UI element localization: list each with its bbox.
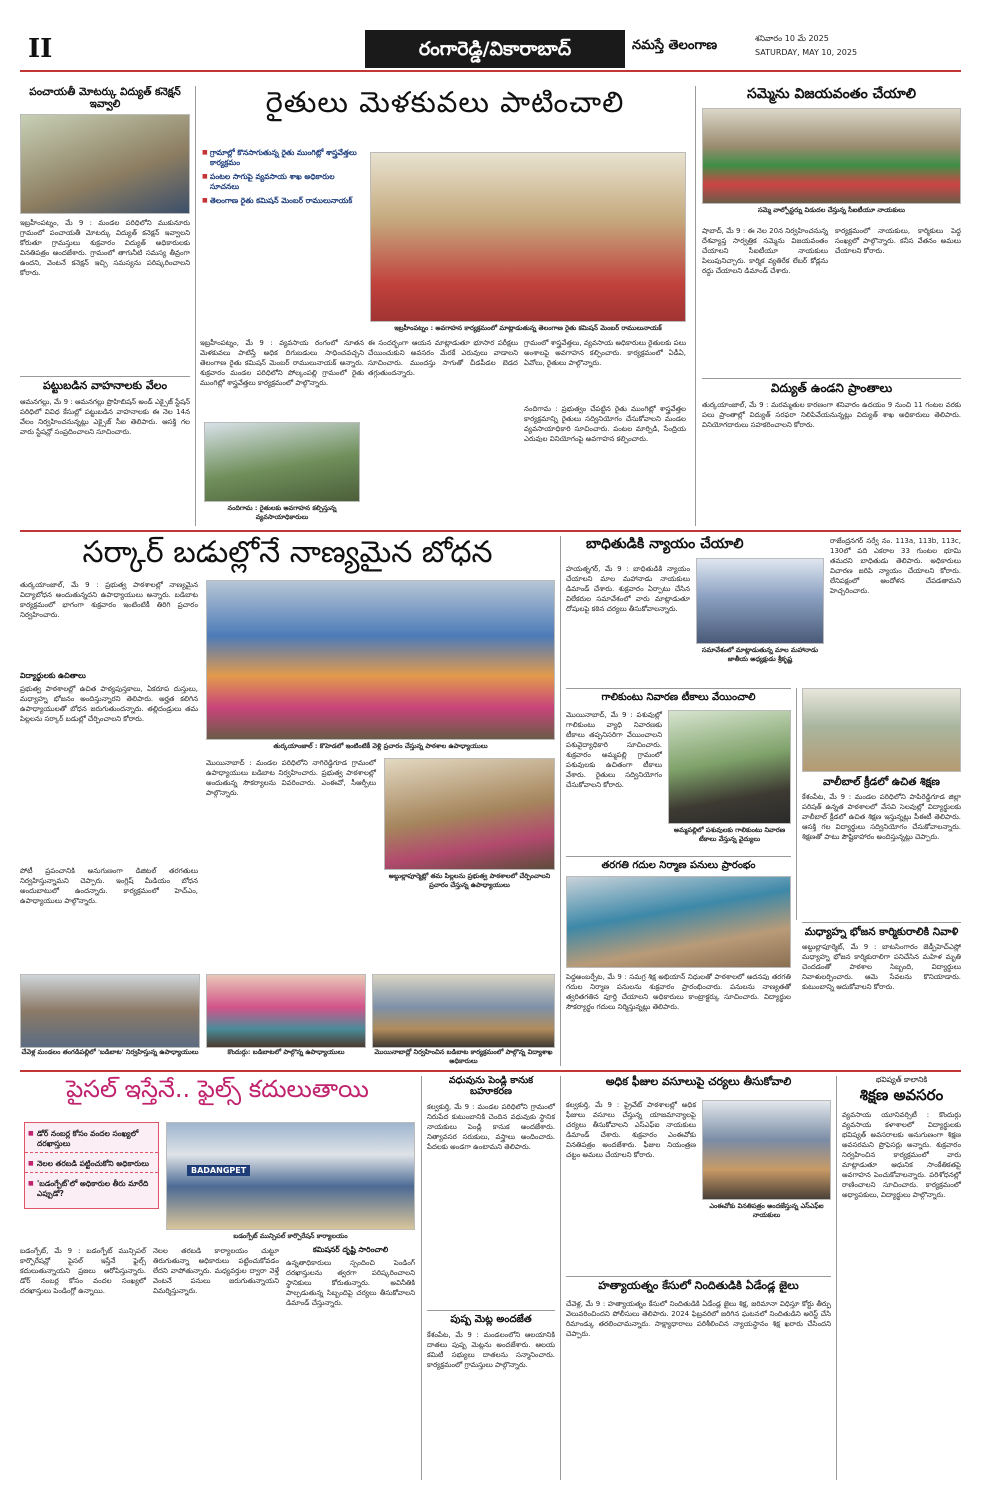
- paper-name: నమస్తే తెలంగాణ: [632, 38, 718, 53]
- story-training: [842, 1075, 964, 1480]
- headline: మధ్యాహ్న భోజన కార్మికురాలికి నివాళి: [804, 926, 959, 938]
- photo-caption: సమావేశంలో మాట్లాడుతున్న మాల మహానాడు జాతీయ అధ్యక్షుడు శ్రీకృష్ణ: [701, 646, 819, 663]
- headline: పుష్ప మెట్ల అందజేత: [450, 1314, 532, 1325]
- news-photo-cattle: [668, 710, 791, 824]
- headline: బాధితుడికి న్యాయం చేయాలి: [586, 536, 744, 552]
- news-photo-protest: [702, 108, 961, 204]
- article-body-4: మొయినాబాద్ : మండల పరిధిలోని నాగిరెడ్డిగూడ గ్రామంలో ఉపాధ్యాయులు బడిబాట నిర్వహించారు. ప్రభుత్వ పాఠశాలల్లో అందుతున్న సౌకర్యాలను వివరించారు. ఎంఈవో, సీఆర్పీలు పాల్గొన్నారు.: [206, 759, 379, 797]
- story-justice: [566, 536, 964, 686]
- section-title: రంగారెడ్డి/వికారాబాద్: [418, 38, 572, 60]
- headline: రైతులు మెళకువలు పాటించాలి: [265, 85, 625, 119]
- page-number: II: [28, 34, 53, 64]
- news-photo-volleyball: [802, 688, 961, 772]
- news-photo-press-meet: [696, 558, 824, 644]
- headline: సర్కార్ బడుల్లోనే నాణ్యమైన బోధన: [82, 535, 493, 570]
- highlight-item: ■ నెలల తరబడి పట్టించుకోని అధికారులు: [25, 1156, 158, 1173]
- article-body: అబ్దుల్లాపూర్మెట్, మే 9 : బాటసింగారం జెడ్పీహెచ్ఎస్లో మధ్యాహ్న భోజన కార్మికురాలిగా పనిచేసిన మహిళ మృతి చెందడంతో పాఠశాల సిబ్బంది, విద్యార్థులు నివాళులర్పించారు. ఆమె సేవలను కొనియాడారు. కుటుంబాన్ని ఆదుకోవాలని కోరారు.: [802, 943, 964, 992]
- article-body-1: తుర్కయాంజాల్, మే 9 : ప్రభుత్వ పాఠశాలల్లో నాణ్యమైన విద్యాబోధన అందుతున్నదని ఉపాధ్యాయులు అన్నారు. బడిబాట కార్యక్రమంలో భాగంగా శుక్రవారం ఇంటింటికీ తిరిగి ప్రచారం నిర్వహించారు.: [20, 581, 201, 619]
- article-body: మొయినాబాద్, మే 9 : పశువుల్లో గాలికుంటు వ్యాధి నివారణకు టీకాలు తప్పనిసరిగా వేయించాలని పశువైద్యాధికారి సూచించారు. శుక్రవారం అమ్మపల్లి గ్రామంలో పశువులకు ఉచితంగా టీకాలు వేశారు. రైతులు సద్వినియోగం చేసుకోవాలని కోరారు.: [566, 711, 665, 789]
- story-power-cut: [702, 381, 964, 526]
- photo-caption: తుర్కయాంజాల్ : కొహెడలో ఇంటింటికీ వెళ్లి ప్రచారం చేస్తున్న పాఠశాల ఉపాధ్యాయులు: [273, 742, 488, 750]
- story-high-fees: [566, 1076, 831, 1274]
- story-jail-sentence: [566, 1279, 834, 1480]
- headline: అధిక ఫీజుల వసూలుపై చర్యలు తీసుకోవాలి: [605, 1075, 792, 1088]
- article-body-1: బడంగ్పేట్, మే 9 : బడంగ్పేట్ మున్సిపల్ కార్పొరేషన్లో పైసల్ ఇస్తేనే ఫైల్స్ కదులుతున్నాయని ప్రజలు ఆరోపిస్తున్నారు. డోర్ నంబర్ల కోసం వందల సంఖ్యలో దరఖాస్తులు పెండింగ్లో ఉన్నాయి.: [20, 1247, 149, 1295]
- photo-caption: చేవెళ్ల మండలం తంగడిపల్లిలో 'బడిబాట' నిర్వహిస్తున్న ఉపాధ్యాయులు: [21, 1048, 199, 1056]
- story-strike: [702, 86, 964, 378]
- story-wedding-gift: [427, 1075, 558, 1306]
- article-body: కల్వకుర్తి, మే 9 : ప్రైవేట్ పాఠశాలల్లో అధిక ఫీజులు వసూలు చేస్తున్న యాజమాన్యాలపై చర్యలు తీసుకోవాలని ఎస్ఎఫ్ఐ నాయకులు డిమాండ్ చేశారు. శుక్రవారం ఎంఈవోకు వినతిపత్రం అందజేశారు. ఫీజుల నియంత్రణ చట్టం అమలు చేయాలని కోరారు.: [566, 1101, 699, 1159]
- highlight-item: ■ 'బడంగ్పేట్'లో అధికారుల తీరు మారేది ఎప్పుడో?: [25, 1176, 158, 1202]
- photo-caption: అబ్దుల్లాపూర్మెట్లో తమ పిల్లలను ప్రభుత్వ పాఠశాలలో చేర్పించాలని ప్రచారం చేస్తున్న ఉపాధ్యాయులు: [388, 872, 551, 889]
- article-body-3: పోటీ ప్రపంచానికి అనుగుణంగా డిజిటల్ తరగతులు నిర్వహిస్తున్నామని చెప్పారు. ఇంగ్లిష్ మీడియం బోధన అందుబాటులో ఉందన్నారు. కార్యక్రమంలో హెచ్ఎం, ఉపాధ్యాయులు పాల్గొన్నారు.: [20, 867, 201, 905]
- photo-caption: ఇబ్రహీంపట్నం : అవగాహన కార్యక్రమంలో మాట్లాడుతున్న తెలంగాణ రైతు కమిషన్ మెంబర్ రాములునాయక్: [394, 324, 662, 332]
- article-body: ఇబ్రహీంపట్నం, మే 9 : మండల పరిధిలోని ముకునూరు గ్రామంలో పంచాయతీ మోటర్కు విద్యుత్ కనెక్షన్ ఇవ్వాలని కోరుతూ గ్రామస్తులు శుక్రవారం విద్యుత్ అధికారులకు వినతిపత్రం అందజేశారు. గ్రామంలో తాగునీటి సమస్య తీవ్రంగా ఉందని, వెంటనే కనెక్షన్ ఇచ్చి సమస్యను పరిష్కరించాలని కోరారు.: [20, 219, 193, 278]
- headline: గాలికుంటు నివారణ టీకాలు వేయించాలి: [601, 692, 756, 703]
- headline: విద్యుత్ ఉండని ప్రాంతాలు: [770, 381, 893, 395]
- news-photo-moinabad: [372, 974, 555, 1048]
- article-body: చేవెళ్ల, మే 9 : హత్యాయత్నం కేసులో నిందితుడికి ఏడేండ్ల జైలు శిక్ష, జరిమానా విధిస్తూ కోర్టు తీర్పు వెలువరించిందని పోలీసులు తెలిపారు. 2024 ఫిబ్రవరిలో జరిగిన ఘటనలో నిందితుడిని అరెస్ట్ చేసి రిమాండ్కు తరలించామన్నారు. సాక్ష్యాధారాలు పరిశీలించిన న్యాయస్థానం శిక్ష ఖరారు చేసిందని చెప్పారు.: [566, 1299, 834, 1338]
- news-photo-field: [204, 422, 360, 502]
- highlight-item: ■ తెలంగాణ రైతు కమిషన్ మెంబర్ రాములునాయక్: [202, 196, 362, 206]
- highlights: [202, 148, 362, 210]
- headline: హత్యాయత్నం కేసులో నిందితుడికి ఏడేండ్ల జైలు: [598, 1279, 799, 1292]
- photo-caption: అమ్మపల్లిలో పశువులకు గాలికుంటు నివారణ టీకాలు వేస్తున్న వైద్యులు: [673, 826, 786, 843]
- photo-caption: కొందుర్గు: బడిబాటలో పాల్గొన్న ఉపాధ్యాయులు: [227, 1048, 345, 1056]
- photo-caption: బడంగ్పేట్ మున్సిపల్ కార్పొరేషన్ కార్యాలయం: [233, 1232, 348, 1240]
- headline: శిక్షణ అవసరం: [859, 1085, 944, 1104]
- article-body-2: ప్రభుత్వ పాఠశాలల్లో ఉచిత పాఠ్యపుస్తకాలు, ఏకరూప దుస్తులు, మధ్యాహ్న భోజనం అందిస్తున్నారని తెలిపారు. అర్హత కలిగిన ఉపాధ్యాయులతో బోధన జరుగుతుందన్నారు. తల్లిదండ్రులు తమ పిల్లలను సర్కార్ బడుల్లో చేర్పించాలని కోరారు.: [20, 685, 201, 723]
- story-farmers: [200, 86, 690, 526]
- article-body-2: కార్యక్రమంలో నాయకులు, కార్మికులు పెద్ద సంఖ్యలో పాల్గొన్నారు. కనీస వేతనం అమలు చేయాలని కోరారు.: [835, 227, 964, 255]
- headline: పంచాయతీ మోటర్కు విద్యుత్ కనెక్షన్ ఇవ్వాలి: [29, 86, 181, 111]
- subhead: కమిషనర్ దృష్టి సారించాలి: [312, 1245, 389, 1254]
- article-body: వ్యవసాయ యూనివర్సిటీ : కొందుర్గు వ్యవసాయ కళాశాలలో విద్యార్థులకు భవిష్యత్ అవసరాలకు అనుగుణంగా శిక్షణ అవసరమని ప్రొఫెసర్లు అన్నారు. శుక్రవారం నిర్వహించిన కార్యక్రమంలో వారు మాట్లాడుతూ ఆధునిక సాంకేతికతపై అవగాహన పెంచుకోవాలన్నారు. పరిశోధనల్లో రాణించాలని సూచించారు. కార్యక్రమంలో అధ్యాపకులు, విద్యార్థులు పాల్గొన్నారు.: [842, 1110, 964, 1199]
- headline: పట్టుబడిన వాహనాలకు వేలం: [42, 379, 168, 392]
- news-photo-children: [384, 758, 555, 870]
- subhead: విద్యార్థులకు ఉచితాలు: [20, 671, 86, 680]
- article-body: తుర్కయాంజాల్, మే 9 : మరమ్మతుల కారణంగా శనివారం ఉదయం 9 నుంచి 11 గంటల వరకు పలు ప్రాంతాల్లో విద్యుత్ సరఫరా నిలిపివేయనున్నట్లు విద్యుత్ శాఖ అధికారులు తెలిపారు. వినియోగదారులు సహకరించాలని కోరారు.: [702, 400, 964, 429]
- story-motor-connection: [20, 86, 193, 376]
- article-body-2: రాజేంద్రనగర్ సర్వే నం. 113a, 113b, 113c, 130లో పది ఎకరాల 33 గుంటల భూమి తమదని బాధితుడు తెలిపారు. అధికారులు విచారణ జరిపి న్యాయం చేయాలని కోరారు. లేనిపక్షంలో ఆందోళన చేపడతామని హెచ్చరించారు.: [830, 537, 964, 595]
- headline: తరగతి గదుల నిర్మాణ పనులు ప్రారంభం: [601, 860, 756, 871]
- article-body-1: ఇబ్రహీంపట్నం, మే 9 : వ్యవసాయ రంగంలో నూతన మెళకువలు పాటిస్తే అధిక దిగుబడులు సాధించవచ్చని తెలంగాణ రైతు కమిషన్ మెంబర్ రాములునాయక్ అన్నారు. శుక్రవారం మండల పరిధిలోని పోల్కంపల్లి గ్రామంలో రైతు ముంగిట్లో శాస్త్రవేత్తలు కార్యక్రమంలో పాల్గొన్నారు.: [200, 339, 367, 387]
- highlight-item: ■ గ్రామాల్లో కొనసాగుతున్న రైతు ముంగిట్లో శాస్త్రవేత్తలు కార్యక్రమం: [202, 148, 362, 168]
- story-bribery: [20, 1075, 418, 1480]
- photo-caption: నందిగామ : రైతులకు అవగాహన కల్పిస్తున్న వ్యవసాయాధికారులు: [227, 504, 337, 521]
- article-body-4: నందిగామ : ప్రభుత్వం చేపట్టిన రైతు ముంగిట్లో శాస్త్రవేత్తల కార్యక్రమాన్ని రైతులు సద్వినియోగం చేసుకోవాలని మండల వ్యవసాయాధికారి సూచించారు. పంటల మార్పిడి, సేంద్రియ ఎరువుల వినియోగంపై అవగాహన కల్పించారు.: [524, 405, 689, 443]
- story-vehicle-auction: [20, 379, 193, 526]
- news-photo: [20, 114, 190, 214]
- article-body-2: ఈ సందర్భంగా ఆయన మాట్లాడుతూ భూసార పరీక్షలు చేయించుకుని అవసరం మేరకే ఎరువులు వాడాలని సూచించారు. ముందస్తు సాగుతో చీడపీడల బెడద తగ్గుతుందన్నారు.: [368, 339, 521, 377]
- date-te: శనివారం 10 మే 2025: [755, 34, 829, 43]
- photo-caption: ఎంఈవోకు వినతిపత్రం అందజేస్తున్న ఎస్ఎఫ్ఐ నాయకులు: [709, 1202, 824, 1219]
- kicker: భవిష్యత్ కాలానికి: [875, 1075, 928, 1084]
- story-flower-steps: [427, 1314, 558, 1480]
- headline: సమ్మెను విజయవంతం చేయాలి: [747, 86, 916, 102]
- article-body-3: గ్రామంలో శాస్త్రవేత్తలు, వ్యవసాయ అధికారులు రైతులకు పలు అంశాలపై అవగాహన కల్పించారు. కార్యక్రమంలో ఏడీఏ, ఏవోలు, రైతులు పాల్గొన్నారు.: [524, 339, 689, 367]
- news-photo-school-campaign: [206, 580, 555, 740]
- news-photo-petition: [702, 1100, 831, 1200]
- article-body: కల్వకుర్తి, మే 9 : మండల పరిధిలోని గ్రామంలో నిరుపేద కుటుంబానికి చెందిన వధువుకు స్థానిక నాయకులు పెండ్లి కానుక అందజేశారు. నిత్యావసర సరుకులు, వస్త్రాలు అందించారు. పేదలకు అండగా ఉంటామని తెలిపారు.: [427, 1102, 558, 1151]
- article-body: కేశంపేట, మే 9 : మండల పరిధిలోని పాపిరెడ్డిగూడ జిల్లా పరిషత్ ఉన్నత పాఠశాలలో వేసవి సెలవుల్లో విద్యార్థులకు వాలీబాల్ క్రీడలో ఉచిత శిక్షణ ఇస్తున్నట్లు పీఈటీ తెలిపారు. ఆసక్తి గల విద్యార్థులు సద్వినియోగం చేసుకోవాలన్నారు. శిక్షణతో పాటు పౌష్టికాహారం అందిస్తున్నట్లు చెప్పారు.: [802, 793, 964, 842]
- headline: పైసల్ ఇస్తేనే.. ఫైల్స్ కదులుతాయి: [66, 1075, 369, 1103]
- story-classrooms: [566, 860, 794, 1066]
- article-body-3: ఉన్నతాధికారులు స్పందించి పెండింగ్ దరఖాస్తులను త్వరగా పరిష్కరించాలని స్థానికులు కోరుతున్నారు. అవినీతికి పాల్పడుతున్న సిబ్బందిపై చర్యలు తీసుకోవాలని డిమాండ్ చేస్తున్నారు.: [286, 1259, 418, 1307]
- article-body: పెద్దఅంబర్పేట, మే 9 : సమగ్ర శిక్ష అభియాన్ నిధులతో పాఠశాలలో అదనపు తరగతి గదుల నిర్మాణ పనులను శుక్రవారం ప్రారంభించారు. పనులను నాణ్యతతో త్వరితగతిన పూర్తి చేయాలని అధికారులు కాంట్రాక్టర్కు సూచించారు. విద్యార్థుల సౌకర్యార్థం గదులు నిర్మిస్తున్నట్లు తెలిపారు.: [566, 972, 794, 1011]
- news-photo-construction: [566, 876, 791, 968]
- article-body: ఆమనగల్లు, మే 9 : ఆమనగల్లు ప్రొహిబిషన్ అండ్ ఎక్సైజ్ స్టేషన్ పరిధిలో వివిధ కేసుల్లో పట్టుబడిన వాహనాలకు ఈ నెల 14న వేలం నిర్వహించనున్నట్లు ఎక్సైజ్ సీఐ తెలిపారు. ఆసక్తి గల వారు స్టేషన్లో సంప్రదించాలని సూచించారు.: [20, 397, 193, 436]
- article-body-1: హయత్నగర్, మే 9 : బాధితుడికి న్యాయం చేయాలని మాల మహానాడు నాయకులు డిమాండ్ చేశారు. శుక్రవారం ఏర్పాటు చేసిన విలేకరుల సమావేశంలో వారు మాట్లాడుతూ దోషులపై కఠిన చర్యలు తీసుకోవాలన్నారు.: [566, 565, 693, 613]
- story-tribute: [802, 926, 964, 1066]
- headline: వధువును పెండ్లి కానుక బహూకరణ: [448, 1075, 534, 1097]
- news-photo-kondurg: [206, 974, 366, 1048]
- news-photo-office: [166, 1122, 415, 1230]
- story-volleyball: [802, 688, 964, 920]
- highlight-item: ■ పంటల సాగుపై వ్యవసాయ శాఖ అధికారుల సూచనలు: [202, 172, 362, 192]
- date-en: SATURDAY, MAY 10, 2025: [755, 48, 858, 57]
- masthead: [20, 28, 961, 72]
- highlight-item: ■ డోర్ నంబర్ల కోసం వందల సంఖ్యలో దరఖాస్తులు: [25, 1126, 158, 1153]
- news-photo-tangadipally: [20, 974, 200, 1048]
- office-sign: BADANGPET: [187, 1165, 250, 1176]
- news-photo-meeting: [370, 152, 686, 322]
- headline: వాలీబాల్ క్రీడలో ఉచిత శిక్షణ: [823, 776, 940, 788]
- story-vaccination: [566, 692, 791, 854]
- article-body: కేశంపేట, మే 9 : మండలంలోని ఆలయానికి దాతలు పుష్ప మెట్లను అందజేశారు. ఆలయ కమిటీ సభ్యులు దాతలను సన్మానించారు. కార్యక్రమంలో గ్రామస్తులు పాల్గొన్నారు.: [427, 1330, 558, 1369]
- article-body-2: నెలల తరబడి కార్యాలయం చుట్టూ తిరుగుతున్నా అధికారులు పట్టించుకోవడం లేదని వాపోతున్నారు. మధ్యవర్తుల ద్వారా వెళ్తే వెంటనే పనులు జరుగుతున్నాయని విమర్శిస్తున్నారు.: [153, 1247, 282, 1295]
- photo-caption: మొయినాబాద్లో నిర్వహించిన బడిబాట కార్యక్రమంలో పాల్గొన్న విద్యాశాఖ అధికారులు: [374, 1048, 553, 1065]
- story-govt-schools: [20, 536, 555, 1066]
- photo-caption: సమ్మె వాల్పోస్టర్ను విడుదల చేస్తున్న సీఐటీయూ నాయకులు: [757, 206, 905, 215]
- section-banner: [365, 30, 625, 68]
- highlights: [24, 1122, 159, 1209]
- article-body-1: షాబాద్, మే 9 : ఈ నెల 20న నిర్వహించనున్న దేశవ్యాప్త సార్వత్రిక సమ్మెను విజయవంతం చేయాలని సీఐటీయూ నాయకులు పిలుపునిచ్చారు. కార్మిక వ్యతిరేక లేబర్ కోడ్లను రద్దు చేయాలని డిమాండ్ చేశారు.: [702, 227, 831, 275]
